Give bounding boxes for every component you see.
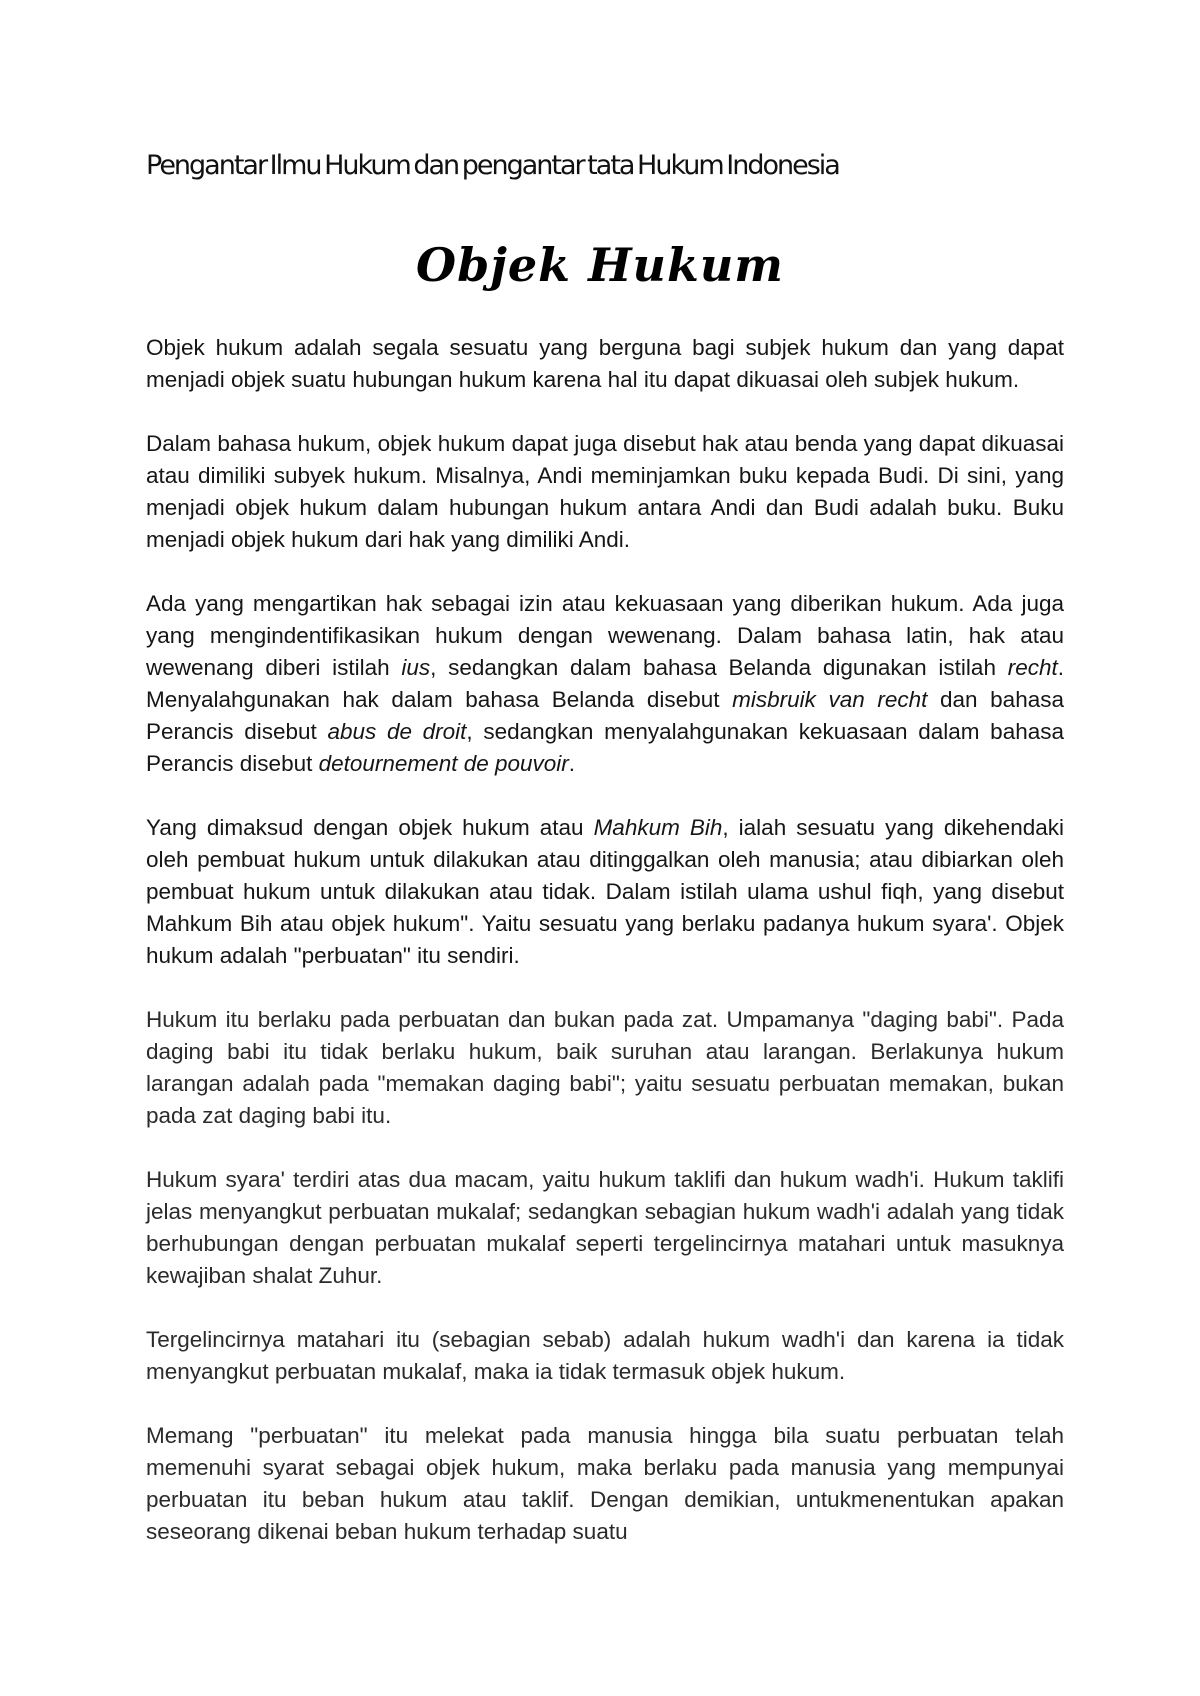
paragraph-3	[146, 588, 1064, 780]
paragraph-5: Hukum itu berlaku pada perbuatan dan bukan pada zat. Umpamanya "daging babi". Pada daging babi itu tidak berlaku hukum, baik suruhan atau larangan. Berlakunya hukum larangan adalah pada "memakan daging babi"; yaitu sesuatu perbuatan memakan, bukan pada zat daging babi itu.	[146, 1007, 1064, 1128]
paragraph-7: Tergelincirnya matahari itu (sebagian sebab) adalah hukum wadh'i dan karena ia tidak menyangkut perbuatan mukalaf, maka ia tidak termasuk objek hukum.	[146, 1327, 1064, 1384]
paragraph-2: Dalam bahasa hukum, objek hukum dapat juga disebut hak atau benda yang dapat dikuasai atau dimiliki subyek hukum. Misalnya, Andi meminjamkan buku kepada Budi. Di sini, yang menjadi objek hukum dalam hubungan hukum antara Andi dan Budi adalah buku. Buku menjadi objek hukum dari hak yang dimiliki Andi.	[146, 431, 1064, 552]
paragraph-3-text-1: Ada yang mengartikan hak sebagai izin atau kekuasaan yang diberikan hukum. Ada juga yang mengindentifikasikan hukum dengan wewenang. Dalam bahasa latin, hak atau wewenang diberi istilah	[146, 591, 1064, 680]
document-title: Objek Hukum	[416, 238, 784, 292]
paragraph-4-text-2: , ialah sesuatu yang dikehendaki oleh pembuat hukum untuk dilakukan atau ditinggalkan oleh manusia; atau dibiarkan oleh pembuat hukum untuk dilakukan atau tidak. Dalam istilah ulama ushul fiqh, yang disebut Mahkum Bih atau objek hukum". Yaitu sesuatu yang berlaku padanya hukum syara'. Objek hukum adalah "perbuatan" itu sendiri.	[146, 815, 1064, 968]
paragraph-4-text-1: Yang dimaksud dengan objek hukum atau	[146, 815, 594, 840]
term-ius: ius	[401, 655, 431, 680]
term-misbruik-van-recht: misbruik van recht	[732, 687, 928, 712]
paragraph-3-text-4: dan bahasa Perancis disebut	[146, 687, 1064, 744]
paragraph-3-text-2: , sedangkan dalam bahasa Belanda digunakan istilah	[430, 655, 1008, 680]
document-header: Pengantar Ilmu Hukum dan pengantar tata Hukum Indonesia	[146, 150, 839, 181]
paragraph-1: Objek hukum adalah segala sesuatu yang berguna bagi subjek hukum dan yang dapat menjadi objek suatu hubungan hukum karena hal itu dapat dikuasai oleh subjek hukum.	[146, 335, 1064, 392]
paragraph-3-text-3: . Menyalahgunakan hak dalam bahasa Belanda disebut	[146, 655, 1064, 712]
term-mahkum-bih: Mahkum Bih	[593, 815, 723, 840]
term-detournement-de-pouvoir: detournement de pouvoir	[318, 751, 569, 776]
term-abus-de-droit: abus de droit	[327, 719, 467, 744]
paragraph-3-text-6: .	[568, 751, 576, 776]
document-body	[146, 332, 1064, 1548]
term-recht: recht	[1007, 655, 1058, 680]
paragraph-3-text-5: , sedangkan menyalahgunakan kekuasaan dalam bahasa Perancis disebut	[146, 719, 1064, 776]
paragraph-8: Memang "perbuatan" itu melekat pada manusia hingga bila suatu perbuatan telah memenuhi syarat sebagai objek hukum, maka berlaku pada manusia yang mempunyai perbuatan itu beban hukum atau taklif. Dengan demikian, untukmenentukan apakan seseorang dikenai beban hukum terhadap suatu	[146, 1423, 1064, 1544]
paragraph-6: Hukum syara' terdiri atas dua macam, yaitu hukum taklifi dan hukum wadh'i. Hukum taklifi jelas menyangkut perbuatan mukalaf; sedangkan sebagian hukum wadh'i adalah yang tidak berhubungan dengan perbuatan mukalaf seperti tergelincirnya matahari untuk masuknya kewajiban shalat Zuhur.	[146, 1167, 1064, 1288]
paragraph-4	[146, 812, 1064, 972]
